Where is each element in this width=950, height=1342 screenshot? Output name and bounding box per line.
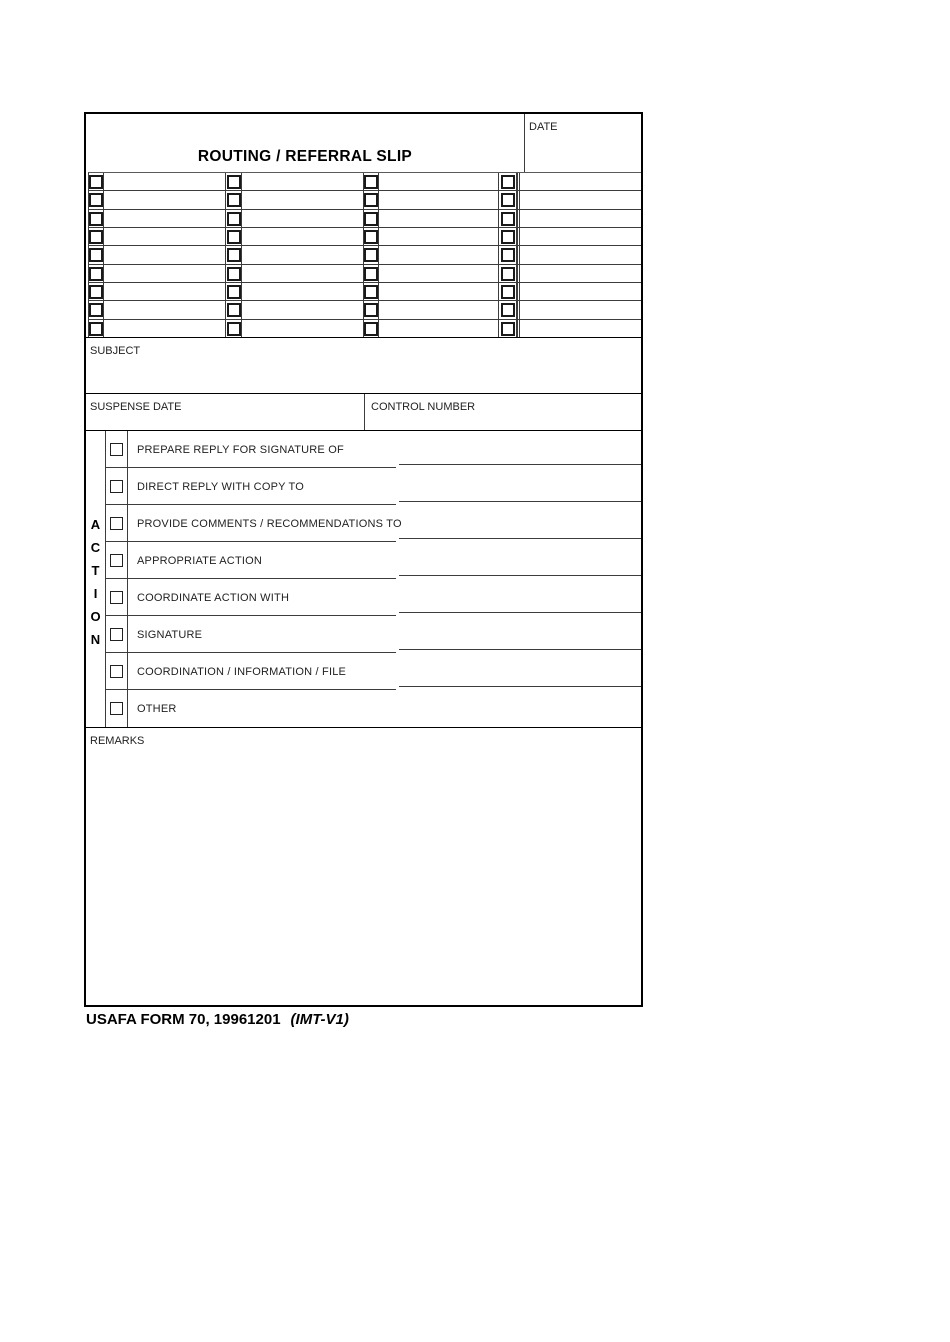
routing-checkbox-cell [364,301,379,318]
action-checkbox[interactable] [110,443,123,456]
action-label: COORDINATION / INFORMATION / FILE [137,665,347,678]
date-label: DATE [529,121,558,133]
routing-checkbox-cell [89,191,104,208]
routing-checkbox-cell [364,320,379,337]
routing-checkbox[interactable] [227,230,241,244]
routing-checkbox[interactable] [501,193,515,207]
routing-checkbox[interactable] [89,193,103,207]
action-row [106,431,641,468]
routing-checkbox-cell [499,301,517,318]
routing-checkbox[interactable] [501,285,515,299]
routing-date-field[interactable] [517,191,641,208]
routing-checkbox-cell [89,246,104,263]
routing-checkbox-cell [89,173,104,190]
action-label-cell [128,653,641,690]
routing-checkbox[interactable] [89,303,103,317]
routing-row [89,320,641,337]
routing-checkbox[interactable] [227,248,241,262]
routing-checkbox-cell [89,228,104,245]
action-row [106,653,641,690]
routing-referral-form [84,112,643,1007]
action-letter: T [91,563,100,578]
routing-name-field[interactable] [242,301,364,318]
routing-checkbox[interactable] [501,230,515,244]
routing-checkbox[interactable] [364,248,378,262]
routing-checkbox[interactable] [227,212,241,226]
action-label-cell [128,579,641,616]
routing-checkbox[interactable] [227,285,241,299]
routing-checkbox[interactable] [89,285,103,299]
routing-name-field[interactable] [379,228,499,245]
action-checkbox-cell [106,690,128,727]
action-label: COORDINATE ACTION WITH [137,591,290,604]
routing-name-field[interactable] [104,210,226,227]
routing-checkbox-cell [364,191,379,208]
action-checkbox-cell [106,468,128,505]
action-row [106,468,641,505]
routing-checkbox[interactable] [364,267,378,281]
routing-name-field[interactable] [104,265,226,282]
routing-checkbox-cell [499,320,517,337]
routing-checkbox-cell [364,265,379,282]
routing-checkbox-cell [499,210,517,227]
routing-date-field[interactable] [517,265,641,282]
action-checkbox-cell [106,653,128,690]
action-checkbox[interactable] [110,480,123,493]
routing-checkbox[interactable] [227,175,241,189]
routing-checkbox-cell [364,283,379,300]
action-checkbox-cell [106,579,128,616]
action-checkbox[interactable] [110,665,123,678]
action-letter: N [90,632,101,647]
routing-checkbox[interactable] [227,267,241,281]
routing-name-field[interactable] [242,228,364,245]
routing-row [89,301,641,319]
routing-checkbox-cell [226,246,242,263]
routing-checkbox[interactable] [227,303,241,317]
form-version: (IMT-V1) [290,1011,349,1028]
date-header-cell[interactable] [524,114,641,172]
routing-checkbox[interactable] [364,193,378,207]
routing-checkbox-cell [499,191,517,208]
routing-row [89,173,641,191]
routing-checkbox-cell [364,173,379,190]
action-letter: C [90,540,101,555]
routing-checkbox[interactable] [501,303,515,317]
routing-checkbox[interactable] [89,322,103,336]
routing-checkbox[interactable] [227,193,241,207]
routing-name-field[interactable] [242,210,364,227]
routing-checkbox-cell [226,228,242,245]
routing-name-field[interactable] [104,283,226,300]
routing-checkbox-cell [226,283,242,300]
routing-name-field[interactable] [104,173,226,190]
routing-name-field[interactable] [242,320,364,337]
routing-checkbox[interactable] [227,322,241,336]
routing-checkbox[interactable] [364,322,378,336]
routing-checkbox-cell [226,320,242,337]
action-row [106,690,641,727]
action-writein-field[interactable] [399,438,641,465]
routing-checkbox[interactable] [364,285,378,299]
action-row [106,542,641,579]
action-label: APPROPRIATE ACTION [137,554,263,567]
routing-row [89,246,641,264]
routing-row [89,228,641,246]
routing-checkbox-cell [226,210,242,227]
routing-checkbox-cell [499,265,517,282]
routing-date-field[interactable] [517,283,641,300]
action-label-cell [128,468,641,505]
suspense-date-label: SUSPENSE DATE [90,401,182,413]
action-checkbox[interactable] [110,517,123,530]
action-writein-field[interactable] [399,660,641,687]
action-label: DIRECT REPLY WITH COPY TO [137,480,304,493]
routing-name-field[interactable] [242,173,364,190]
action-row [106,616,641,653]
routing-name-field[interactable] [104,301,226,318]
action-section [86,430,641,727]
action-row [106,505,641,542]
action-checkbox-cell [106,616,128,653]
routing-name-field[interactable] [242,246,364,263]
action-checkbox-cell [106,505,128,542]
suspense-control-row [86,393,641,430]
remarks-label: REMARKS [90,735,145,747]
action-label: PREPARE REPLY FOR SIGNATURE OF [137,443,344,456]
routing-checkbox-cell [89,320,104,337]
routing-checkbox[interactable] [364,230,378,244]
routing-checkbox[interactable] [501,322,515,336]
routing-date-field[interactable] [517,228,641,245]
action-checkbox-cell [106,431,128,468]
routing-name-field[interactable] [242,283,364,300]
routing-name-field[interactable] [104,191,226,208]
action-checkbox[interactable] [110,702,123,715]
routing-checkbox-cell [226,173,242,190]
routing-checkbox[interactable] [501,267,515,281]
action-writein-field[interactable] [399,549,641,576]
action-label-cell [128,431,641,468]
form-footer [86,1011,349,1028]
action-checkbox[interactable] [110,591,123,604]
routing-checkbox[interactable] [89,248,103,262]
routing-date-field[interactable] [517,173,641,190]
action-writein-field[interactable] [399,698,641,724]
routing-checkbox[interactable] [501,175,515,189]
routing-checkbox-cell [364,246,379,263]
action-row [106,579,641,616]
routing-checkbox[interactable] [89,230,103,244]
routing-checkbox-cell [499,283,517,300]
action-writein-field[interactable] [399,512,641,539]
routing-row [89,191,641,209]
routing-checkbox[interactable] [89,212,103,226]
routing-row [89,210,641,228]
routing-row [89,265,641,283]
routing-name-field[interactable] [242,191,364,208]
routing-name-field[interactable] [242,265,364,282]
suspense-date-field[interactable] [86,394,365,430]
action-rows [106,431,641,727]
routing-checkbox[interactable] [501,212,515,226]
routing-checkbox-cell [89,301,104,318]
action-label-cell [128,616,641,653]
routing-checkbox-cell [364,228,379,245]
action-letter: I [93,586,98,601]
routing-row [89,283,641,301]
subject-field[interactable] [86,337,641,393]
action-checkbox[interactable] [110,554,123,567]
action-label: OTHER [137,702,177,715]
routing-checkbox[interactable] [501,248,515,262]
routing-name-field[interactable] [379,210,499,227]
routing-name-field[interactable] [379,173,499,190]
action-vertical-label [86,431,106,727]
routing-checkbox-cell [226,301,242,318]
routing-checkbox-cell [364,210,379,227]
routing-name-field[interactable] [379,283,499,300]
control-number-label: CONTROL NUMBER [371,401,476,413]
control-number-field[interactable] [365,394,641,430]
routing-checkbox-cell [226,265,242,282]
form-header [86,114,641,172]
routing-name-field[interactable] [379,301,499,318]
routing-checkbox-cell [499,228,517,245]
routing-name-field[interactable] [379,246,499,263]
action-writein-field[interactable] [399,623,641,650]
routing-checkbox-cell [226,191,242,208]
routing-name-field[interactable] [379,320,499,337]
form-number: USAFA FORM 70, 19961201 [86,1011,281,1028]
page-title: ROUTING / REFERRAL SLIP [197,148,413,165]
routing-checkbox-cell [499,246,517,263]
routing-checkbox-cell [89,283,104,300]
subject-label: SUBJECT [90,345,141,357]
remarks-field[interactable] [86,727,641,1005]
action-label: PROVIDE COMMENTS / RECOMMENDATIONS TO [137,517,402,530]
action-label-cell [128,505,641,542]
routing-checkbox-cell [89,265,104,282]
routing-date-field[interactable] [517,210,641,227]
action-label-cell [128,690,641,727]
routing-date-field[interactable] [517,301,641,318]
action-writein-field[interactable] [399,475,641,502]
action-checkbox[interactable] [110,628,123,641]
action-letter: A [90,517,101,532]
routing-grid [88,172,641,337]
routing-checkbox[interactable] [89,267,103,281]
action-letter: O [90,609,101,624]
routing-date-field[interactable] [517,246,641,263]
routing-checkbox-cell [89,210,104,227]
action-checkbox-cell [106,542,128,579]
action-label: SIGNATURE [137,628,203,641]
routing-date-field[interactable] [517,320,641,337]
routing-name-field[interactable] [379,191,499,208]
routing-checkbox[interactable] [89,175,103,189]
action-label-cell [128,542,641,579]
routing-checkbox[interactable] [364,175,378,189]
routing-name-field[interactable] [379,265,499,282]
action-writein-field[interactable] [399,586,641,613]
routing-checkbox-cell [499,173,517,190]
routing-name-field[interactable] [104,320,226,337]
routing-name-field[interactable] [104,228,226,245]
routing-checkbox[interactable] [364,303,378,317]
title-cell [86,114,524,172]
routing-name-field[interactable] [104,246,226,263]
routing-checkbox[interactable] [364,212,378,226]
